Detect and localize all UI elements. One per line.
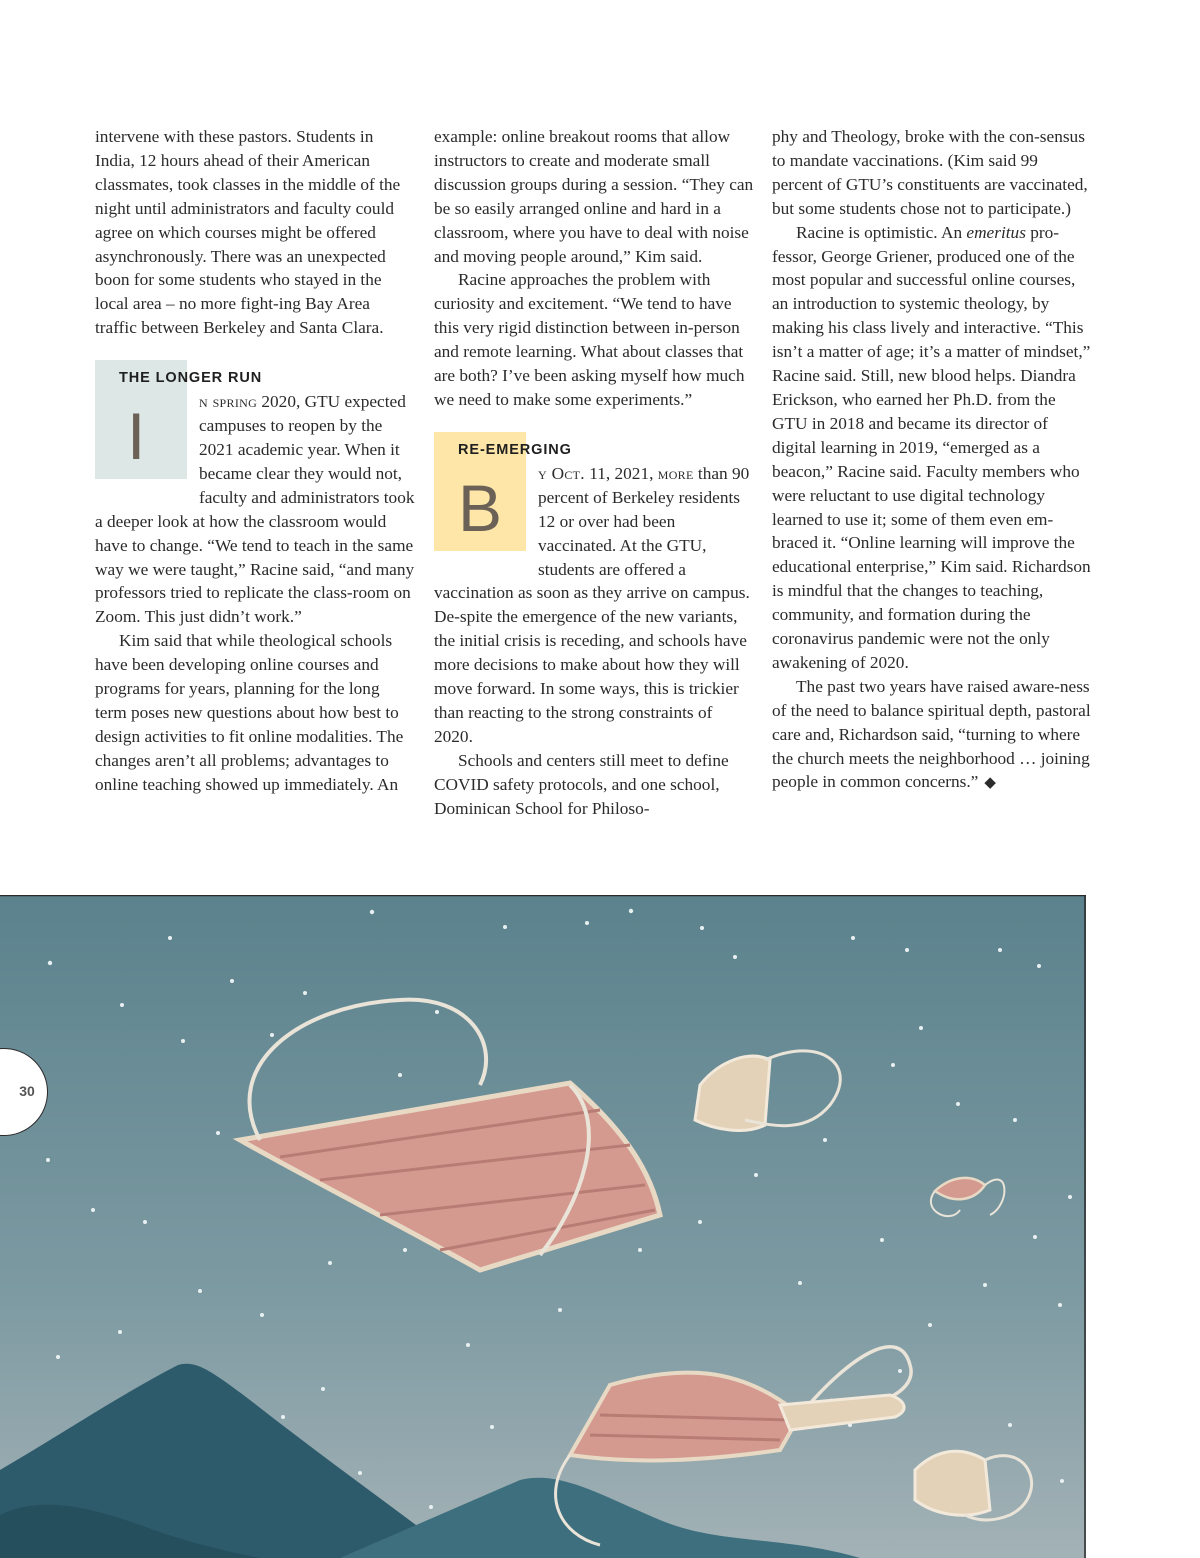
paragraph: intervene with these pastors. Students in India, 12 hours ahead of their American classmates, took classes in the middle of the night until administrators and faculty could agree on which courses might be offered asynchronously. There was an unexpected boon for some students who stayed in the local area – no more fight-ing Bay Area traffic between Berkeley and Santa Clara.	[95, 127, 401, 338]
drop-cap: I	[127, 399, 146, 474]
paragraph-text: The past two years have raised aware-ness of the need to balance spiritual depth, pastoral care and, Richardson said, “turning to where the church meets the neighborhood … joining people in common concerns.”	[772, 676, 1091, 792]
lead-paragraph	[434, 462, 754, 749]
article-column-3	[772, 125, 1092, 796]
paragraph: Schools and centers still meet to define COVID safety protocols, and one school, Dominican School for Philoso-	[434, 750, 729, 818]
illustration-floating-masks	[0, 895, 1086, 1558]
lead-paragraph	[95, 390, 415, 629]
paragraph: Racine approaches the problem with curiosity and excitement. “We tend to have this very rigid distinction between in-person and remote learning. What about classes that are both? I’ve been asking myself how much we need to make some experiments.”	[434, 270, 745, 409]
section-the-longer-run	[95, 360, 415, 629]
lead-in-caps: more	[657, 463, 694, 483]
paragraph-text: Racine is optimistic. An	[796, 222, 967, 242]
paragraph-text: pro-fessor, George Griener, produced one of the most popular and successful online courses, an introduction to systemic theology, by making his class lively and interactive. “This isn’t a matter of age; it’s a matter of mindset,” Racine said. Still, new blood helps. Diandra Erickson, who earned her Ph.D. from the GTU in 2018 and became its director of digital learning in 2019, “emerged as a beacon,” Racine said. Faculty members who were reluctant to use digital technology learned to use it; some of them even em-braced it. “Online learning will improve the educational enterprise,” Kim said. Richardson is mindful that the changes to teaching, community, and formation during the coronavirus pandemic were not the only awakening of 2020.	[772, 222, 1091, 672]
lead-paragraph-text: than 90 percent of Berkeley residents 12 or over had been vaccinated. At the GTU, students are offered a vaccination as soon as they arrive on campus. De-spite the emergence of the new variants, the initial crisis is receding, and schools have more decisions to make about how they will move forward. In some ways, this is trickier than reacting to the strong constraints of 2020.	[434, 463, 750, 746]
emphasis: emeritus	[966, 222, 1026, 242]
lead-in-caps: y Oct.	[538, 463, 585, 483]
paragraph: example: online breakout rooms that allow instructors to create and moderate small discussion groups during a session. “They can be so easily arranged online and hard in a classroom, where you have to deal with noise and moving people around,” Kim said.	[434, 127, 754, 266]
drop-cap: B	[458, 470, 503, 545]
page-number: 30	[19, 1083, 35, 1099]
article-column-1	[95, 125, 415, 797]
lead-in-caps: n spring	[199, 392, 258, 412]
paragraph	[772, 221, 1092, 675]
paragraph: Kim said that while theological schools have been developing online courses and programs for years, planning for the long term poses new questions about how best to design activities to fit online modalities. The changes aren’t all problems; advantages to online teaching showed up immediately. An	[95, 631, 404, 794]
subhead: THE LONGER RUN	[119, 370, 263, 387]
end-mark-icon: ◆	[984, 775, 996, 792]
lead-in-text: 11, 2021,	[584, 463, 658, 483]
paragraph: phy and Theology, broke with the con-sensus to mandate vaccinations. (Kim said 99 percent of GTU’s constituents are vaccinated, but some students chose not to participate.)	[772, 127, 1088, 218]
paragraph	[772, 675, 1092, 797]
subhead: RE-EMERGING	[458, 441, 572, 458]
section-re-emerging	[434, 432, 754, 749]
lead-paragraph-text: 2020, GTU expected campuses to reopen by the 2021 academic year. When it became clear they would not, faculty and administrators took a deeper look at how the classroom would have to change. “We tend to teach in the same way we were taught,” Racine said, “and many professors tried to replicate the class-room on Zoom. This just didn’t work.”	[95, 392, 415, 627]
article-column-2	[434, 125, 754, 820]
